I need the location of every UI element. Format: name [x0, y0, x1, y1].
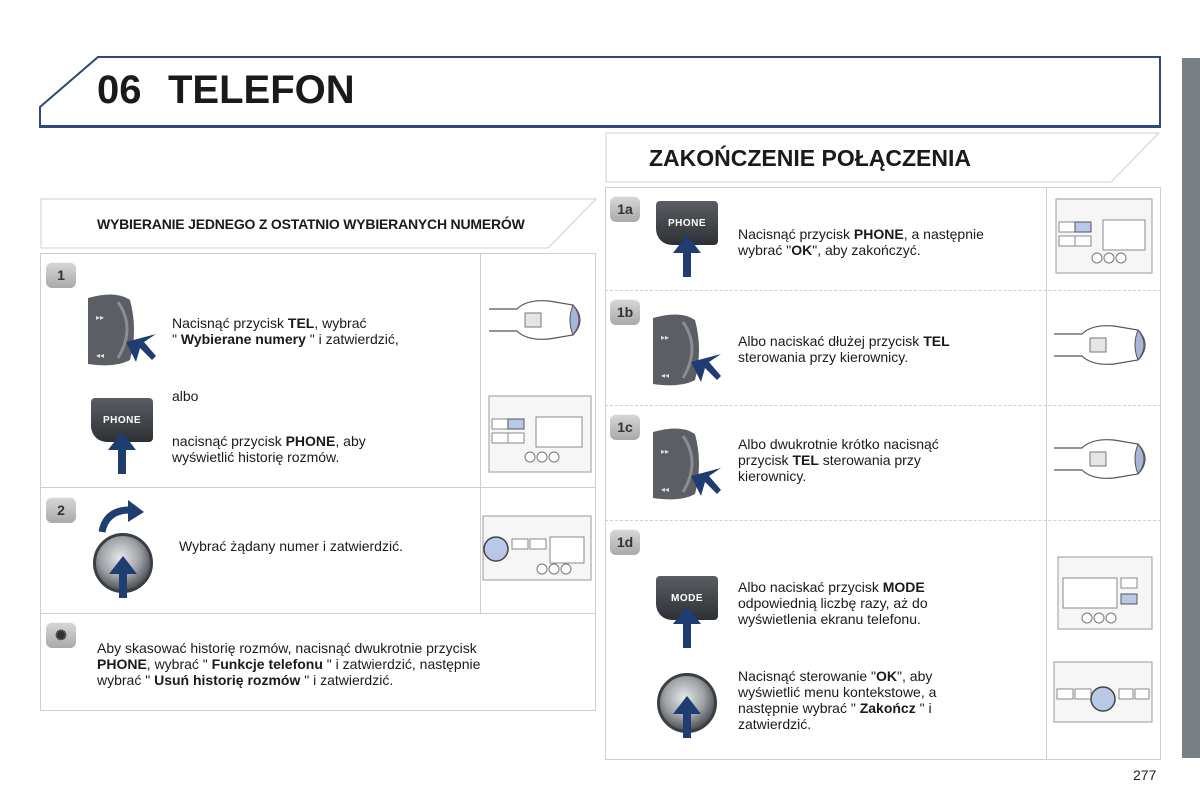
stalk-thumbnail — [1052, 320, 1156, 370]
arrow-up-icon — [673, 606, 701, 648]
steering-stalk-tel-icon — [651, 424, 723, 504]
chapter-number: 06 — [97, 68, 142, 112]
left-section-title: WYBIERANIE JEDNEGO Z OSTATNIO WYBIERANYCH NUMERÓW — [97, 216, 525, 232]
radio-knob-thumbnail — [1053, 661, 1153, 723]
side-tab — [1182, 58, 1200, 758]
svg-text:▸▸: ▸▸ — [661, 333, 670, 342]
svg-text:▸▸: ▸▸ — [661, 447, 670, 456]
radio-panel-thumbnail — [1055, 198, 1153, 274]
arrow-up-icon — [109, 556, 137, 598]
radio-panel-thumbnail — [488, 395, 592, 473]
step-badge-1d: 1d — [610, 529, 640, 555]
radio-mode-thumbnail — [1057, 556, 1153, 630]
svg-text:▸▸: ▸▸ — [96, 313, 105, 322]
or-label: albo — [172, 388, 199, 404]
phone-button-icon: PHONE — [91, 398, 153, 442]
arrow-up-icon — [108, 432, 136, 474]
step-badge-1a: 1a — [610, 196, 640, 222]
arrow-up-icon — [673, 696, 701, 738]
chapter-title: TELEFON — [168, 68, 355, 112]
steering-stalk-tel-icon — [86, 290, 158, 370]
phone-button-icon: PHONE — [656, 201, 718, 245]
arrow-up-icon — [673, 235, 701, 277]
rotate-arrow-icon — [98, 500, 146, 534]
mode-button-icon: MODE — [656, 576, 718, 620]
tip-lamp-icon: ✺ — [46, 622, 76, 648]
radio-knob-thumbnail — [482, 515, 592, 581]
step2-text: Wybrać żądany numer i zatwierdzić. — [179, 538, 403, 554]
right-section-title: ZAKOŃCZENIE POŁĄCZENIA — [649, 145, 971, 171]
step-badge-2: 2 — [46, 497, 76, 523]
svg-text:◂◂: ◂◂ — [661, 371, 670, 380]
svg-text:◂◂: ◂◂ — [661, 485, 670, 494]
step-badge-1b: 1b — [610, 299, 640, 325]
svg-text:◂◂: ◂◂ — [96, 351, 105, 360]
page-number: 277 — [1133, 767, 1157, 783]
stalk-thumbnail — [1052, 434, 1156, 484]
stalk-thumbnail — [487, 295, 591, 345]
step-badge-1c: 1c — [610, 414, 640, 440]
steering-stalk-tel-icon — [651, 310, 723, 390]
step-badge-1: 1 — [46, 262, 76, 288]
